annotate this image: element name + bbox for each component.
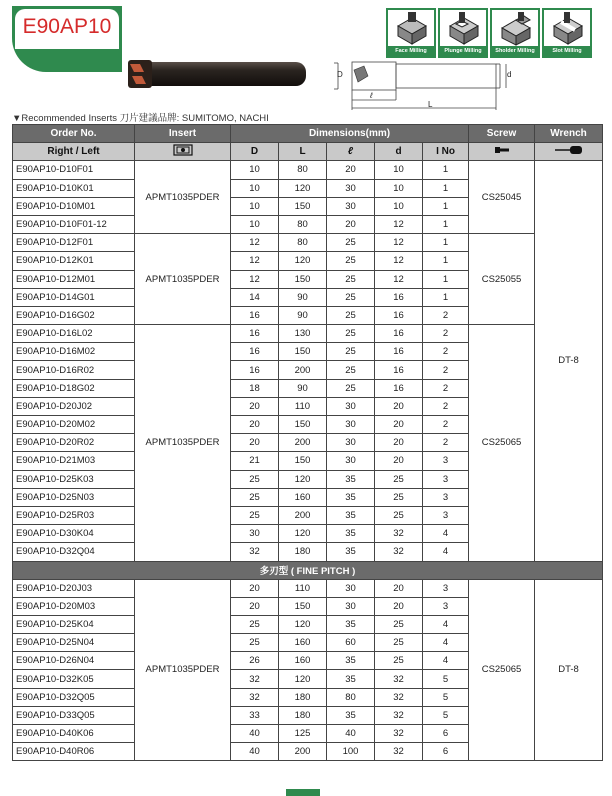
L-cell: 80 — [279, 161, 327, 179]
L-cell: 150 — [279, 597, 327, 615]
insert-cell: APMT1035PDER — [135, 325, 231, 561]
order-no-cell: E90AP10-D20M03 — [13, 597, 135, 615]
D-cell: 16 — [231, 306, 279, 324]
ino-cell: 3 — [423, 452, 469, 470]
L-cell: 120 — [279, 615, 327, 633]
L-cell: 90 — [279, 306, 327, 324]
D-cell: 16 — [231, 343, 279, 361]
ino-cell: 2 — [423, 416, 469, 434]
L-cell: 180 — [279, 543, 327, 561]
shoulder-milling-label: Sholder Milling — [492, 46, 538, 56]
d-cell: 32 — [375, 525, 423, 543]
L-cell: 180 — [279, 688, 327, 706]
d-cell: 20 — [375, 452, 423, 470]
d-cell: 10 — [375, 179, 423, 197]
ino-cell: 4 — [423, 615, 469, 633]
end-mill-image — [126, 58, 316, 97]
ino-cell: 6 — [423, 743, 469, 761]
l-cell: 80 — [327, 688, 375, 706]
title-tab — [12, 6, 122, 72]
insert-cell: APMT1035PDER — [135, 234, 231, 325]
L-cell: 150 — [279, 452, 327, 470]
order-no-cell: E90AP10-D40K06 — [13, 725, 135, 743]
subheader-row — [13, 143, 603, 161]
screw-cell: CS25065 — [469, 325, 535, 561]
order-no-cell: E90AP10-D14G01 — [13, 288, 135, 306]
d-cell: 12 — [375, 215, 423, 233]
D-cell: 20 — [231, 397, 279, 415]
plunge-milling-label: Plunge Milling — [440, 46, 486, 56]
L-cell: 130 — [279, 325, 327, 343]
screw-cell: CS25065 — [469, 579, 535, 761]
ino-cell: 2 — [423, 325, 469, 343]
order-no-cell: E90AP10-D21M03 — [13, 452, 135, 470]
ino-cell: 5 — [423, 688, 469, 706]
ino-cell: 2 — [423, 361, 469, 379]
d-cell: 25 — [375, 615, 423, 633]
l-cell: 25 — [327, 325, 375, 343]
face-milling-icon — [386, 8, 436, 58]
ino-cell: 4 — [423, 525, 469, 543]
table-row — [13, 325, 603, 343]
D-cell: 20 — [231, 597, 279, 615]
ino-cell: 6 — [423, 725, 469, 743]
ino-cell: 1 — [423, 234, 469, 252]
D-cell: 10 — [231, 161, 279, 179]
d-cell: 25 — [375, 488, 423, 506]
D-cell: 12 — [231, 234, 279, 252]
l-cell: 25 — [327, 252, 375, 270]
ino-cell: 2 — [423, 397, 469, 415]
standard-rows — [13, 161, 603, 561]
l-cell: 25 — [327, 379, 375, 397]
ino-cell: 2 — [423, 434, 469, 452]
d-cell: 20 — [375, 597, 423, 615]
ino-cell: 2 — [423, 343, 469, 361]
order-no-cell: E90AP10-D25R03 — [13, 506, 135, 524]
D-cell: 12 — [231, 252, 279, 270]
right-left-header: Right / Left — [13, 143, 135, 161]
L-cell: 120 — [279, 670, 327, 688]
order-no-cell: E90AP10-D25N04 — [13, 634, 135, 652]
L-cell: 120 — [279, 470, 327, 488]
l-cell: 25 — [327, 288, 375, 306]
slot-milling-label: Slot Milling — [544, 46, 590, 56]
ino-cell: 1 — [423, 270, 469, 288]
insert-cell: APMT1035PDER — [135, 161, 231, 234]
D-cell: 10 — [231, 197, 279, 215]
order-no-cell: E90AP10-D40R06 — [13, 743, 135, 761]
l-cell: 35 — [327, 506, 375, 524]
ino-cell: 1 — [423, 161, 469, 179]
d-cell: 20 — [375, 579, 423, 597]
plunge-milling-icon — [438, 8, 488, 58]
face-milling-label: Face Milling — [388, 46, 434, 56]
l-cell: 25 — [327, 361, 375, 379]
D-cell: 32 — [231, 543, 279, 561]
ino-cell: 4 — [423, 634, 469, 652]
d-cell: 25 — [375, 634, 423, 652]
L-cell: 120 — [279, 179, 327, 197]
title-tab-inner — [15, 9, 119, 49]
d-cell: 32 — [375, 688, 423, 706]
header-row — [13, 125, 603, 143]
order-no-cell: E90AP10-D12F01 — [13, 234, 135, 252]
l-cell: 40 — [327, 725, 375, 743]
d-cell: 20 — [375, 416, 423, 434]
l-cell: 100 — [327, 743, 375, 761]
d-cell: 16 — [375, 288, 423, 306]
D-cell: 25 — [231, 615, 279, 633]
D-cell: 32 — [231, 670, 279, 688]
ino-cell: 2 — [423, 379, 469, 397]
l-header: ℓ — [327, 143, 375, 161]
L-cell: 150 — [279, 416, 327, 434]
L-cell: 150 — [279, 197, 327, 215]
D-cell: 21 — [231, 452, 279, 470]
page-title: E90AP10 — [22, 15, 112, 38]
table-row — [13, 579, 603, 597]
drawing-D-label: D — [337, 70, 343, 79]
order-no-cell: E90AP10-D10M01 — [13, 197, 135, 215]
order-no-cell: E90AP10-D10K01 — [13, 179, 135, 197]
d-cell: 20 — [375, 397, 423, 415]
d-cell: 12 — [375, 270, 423, 288]
slot-milling-icon — [542, 8, 592, 58]
shoulder-milling-icon — [490, 8, 540, 58]
L-cell: 120 — [279, 252, 327, 270]
l-cell: 20 — [327, 215, 375, 233]
recommended-inserts-note: ▼Recommended Inserts 刀片建議品牌: SUMITOMO, NACHI — [12, 113, 269, 124]
order-no-cell: E90AP10-D16R02 — [13, 361, 135, 379]
footer-tab — [286, 789, 320, 796]
wrench-icon — [535, 143, 603, 161]
screw-icon — [469, 143, 535, 161]
l-cell: 25 — [327, 343, 375, 361]
d-cell: 32 — [375, 543, 423, 561]
ino-cell: 3 — [423, 470, 469, 488]
screw-header: Screw — [469, 125, 535, 143]
D-cell: 16 — [231, 325, 279, 343]
ino-cell: 3 — [423, 488, 469, 506]
l-cell: 30 — [327, 434, 375, 452]
d-cell: 25 — [375, 506, 423, 524]
L-cell: 200 — [279, 743, 327, 761]
wrench-cell: DT-8 — [535, 161, 603, 561]
ino-cell: 1 — [423, 215, 469, 233]
order-no-cell: E90AP10-D26N04 — [13, 652, 135, 670]
d-cell: 25 — [375, 470, 423, 488]
L-cell: 180 — [279, 706, 327, 724]
order-no-cell: E90AP10-D25K04 — [13, 615, 135, 633]
L-cell: 200 — [279, 506, 327, 524]
insert-cell: APMT1035PDER — [135, 579, 231, 761]
ino-cell: 1 — [423, 252, 469, 270]
L-cell: 200 — [279, 434, 327, 452]
d-cell: 16 — [375, 343, 423, 361]
l-cell: 35 — [327, 615, 375, 633]
D-cell: 25 — [231, 488, 279, 506]
l-cell: 30 — [327, 416, 375, 434]
screw-cell: CS25045 — [469, 161, 535, 234]
d-cell: 16 — [375, 361, 423, 379]
D-cell: 26 — [231, 652, 279, 670]
ino-cell: 3 — [423, 506, 469, 524]
D-cell: 25 — [231, 634, 279, 652]
screw-cell: CS25055 — [469, 234, 535, 325]
l-cell: 35 — [327, 543, 375, 561]
L-cell: 110 — [279, 579, 327, 597]
ino-cell: 3 — [423, 579, 469, 597]
L-cell: 160 — [279, 652, 327, 670]
D-cell: 16 — [231, 361, 279, 379]
L-cell: 80 — [279, 234, 327, 252]
order-no-cell: E90AP10-D18G02 — [13, 379, 135, 397]
d-cell: 32 — [375, 743, 423, 761]
D-cell: 30 — [231, 525, 279, 543]
l-cell: 30 — [327, 452, 375, 470]
ino-cell: 1 — [423, 197, 469, 215]
d-cell: 12 — [375, 252, 423, 270]
dimensions-header: Dimensions(mm) — [231, 125, 469, 143]
d-cell: 16 — [375, 325, 423, 343]
L-cell: 160 — [279, 488, 327, 506]
d-cell: 32 — [375, 706, 423, 724]
l-cell: 35 — [327, 525, 375, 543]
insert-icon — [135, 143, 231, 161]
D-cell: 10 — [231, 215, 279, 233]
order-no-cell: E90AP10-D16G02 — [13, 306, 135, 324]
ino-cell: 4 — [423, 652, 469, 670]
d-cell: 25 — [375, 652, 423, 670]
order-no-cell: E90AP10-D12M01 — [13, 270, 135, 288]
d-cell: 10 — [375, 161, 423, 179]
drawing-L-label: L — [428, 100, 433, 109]
d-header: d — [375, 143, 423, 161]
d-cell: 32 — [375, 670, 423, 688]
L-cell: 125 — [279, 725, 327, 743]
D-cell: 40 — [231, 725, 279, 743]
ino-cell: 2 — [423, 306, 469, 324]
L-cell: 80 — [279, 215, 327, 233]
order-no-cell: E90AP10-D25K03 — [13, 470, 135, 488]
order-no-cell: E90AP10-D30K04 — [13, 525, 135, 543]
D-cell: 12 — [231, 270, 279, 288]
fine-pitch-title: 多刃型 ( FINE PITCH ) — [13, 561, 603, 579]
ino-cell: 3 — [423, 597, 469, 615]
l-cell: 30 — [327, 197, 375, 215]
d-cell: 16 — [375, 379, 423, 397]
wrench-cell: DT-8 — [535, 579, 603, 761]
order-no-cell: E90AP10-D20J02 — [13, 397, 135, 415]
L-cell: 160 — [279, 634, 327, 652]
l-cell: 30 — [327, 579, 375, 597]
L-cell: 150 — [279, 270, 327, 288]
d-cell: 20 — [375, 434, 423, 452]
wrench-header: Wrench — [535, 125, 603, 143]
l-cell: 30 — [327, 597, 375, 615]
order-no-cell: E90AP10-D16L02 — [13, 325, 135, 343]
order-no-cell: E90AP10-D32Q04 — [13, 543, 135, 561]
order-no-header: Order No. — [13, 125, 135, 143]
L-cell: 90 — [279, 288, 327, 306]
milling-icons — [386, 8, 592, 58]
d-cell: 10 — [375, 197, 423, 215]
order-no-cell: E90AP10-D20M02 — [13, 416, 135, 434]
ino-cell: 5 — [423, 706, 469, 724]
l-cell: 35 — [327, 652, 375, 670]
l-cell: 30 — [327, 397, 375, 415]
d-cell: 32 — [375, 725, 423, 743]
ino-header: I No — [423, 143, 469, 161]
l-cell: 60 — [327, 634, 375, 652]
D-cell: 20 — [231, 434, 279, 452]
fine-pitch-section-row — [13, 561, 603, 579]
D-cell: 40 — [231, 743, 279, 761]
L-header: L — [279, 143, 327, 161]
ino-cell: 1 — [423, 179, 469, 197]
drawing-l-label: ℓ — [370, 91, 373, 100]
l-cell: 35 — [327, 470, 375, 488]
L-cell: 120 — [279, 525, 327, 543]
l-cell: 35 — [327, 670, 375, 688]
order-no-cell: E90AP10-D20R02 — [13, 434, 135, 452]
d-cell: 12 — [375, 234, 423, 252]
ino-cell: 4 — [423, 543, 469, 561]
technical-drawing — [330, 56, 516, 119]
ino-cell: 5 — [423, 670, 469, 688]
D-cell: 18 — [231, 379, 279, 397]
order-no-cell: E90AP10-D16M02 — [13, 343, 135, 361]
D-cell: 20 — [231, 416, 279, 434]
l-cell: 25 — [327, 306, 375, 324]
order-no-cell: E90AP10-D33Q05 — [13, 706, 135, 724]
D-cell: 33 — [231, 706, 279, 724]
L-cell: 150 — [279, 343, 327, 361]
order-no-cell: E90AP10-D12K01 — [13, 252, 135, 270]
drawing-d-label: d — [507, 70, 512, 79]
D-cell: 14 — [231, 288, 279, 306]
L-cell: 90 — [279, 379, 327, 397]
l-cell: 35 — [327, 488, 375, 506]
order-no-cell: E90AP10-D32Q05 — [13, 688, 135, 706]
insert-header: Insert — [135, 125, 231, 143]
l-cell: 25 — [327, 234, 375, 252]
order-no-cell: E90AP10-D10F01 — [13, 161, 135, 179]
D-cell: 20 — [231, 579, 279, 597]
D-cell: 25 — [231, 470, 279, 488]
D-cell: 25 — [231, 506, 279, 524]
D-cell: 10 — [231, 179, 279, 197]
D-header: D — [231, 143, 279, 161]
order-no-cell: E90AP10-D32K05 — [13, 670, 135, 688]
table-row — [13, 161, 603, 179]
l-cell: 20 — [327, 161, 375, 179]
d-cell: 16 — [375, 306, 423, 324]
L-cell: 200 — [279, 361, 327, 379]
l-cell: 35 — [327, 706, 375, 724]
order-no-cell: E90AP10-D10F01-12 — [13, 215, 135, 233]
product-table — [12, 124, 603, 761]
table-row — [13, 234, 603, 252]
ino-cell: 1 — [423, 288, 469, 306]
L-cell: 110 — [279, 397, 327, 415]
order-no-cell: E90AP10-D25N03 — [13, 488, 135, 506]
D-cell: 32 — [231, 688, 279, 706]
l-cell: 25 — [327, 270, 375, 288]
order-no-cell: E90AP10-D20J03 — [13, 579, 135, 597]
l-cell: 30 — [327, 179, 375, 197]
fine-pitch-rows — [13, 561, 603, 761]
